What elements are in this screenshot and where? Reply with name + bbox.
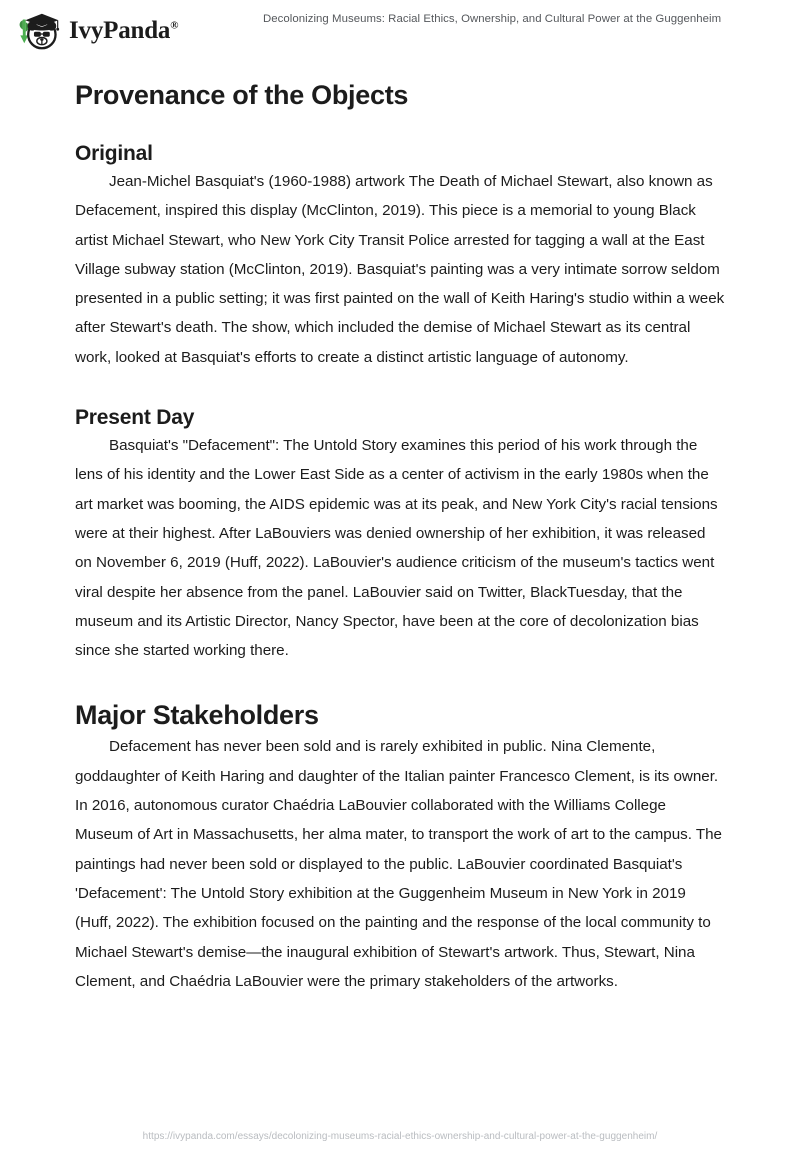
document-running-title: Decolonizing Museums: Racial Ethics, Ownership, and Cultural Power at the Guggenheim <box>263 13 722 25</box>
registered-mark: ® <box>170 19 179 32</box>
section-present-day <box>75 404 726 665</box>
brand-name <box>69 17 178 45</box>
section-heading-present-day: Present Day <box>75 406 195 430</box>
page-title: Provenance of the Objects <box>75 80 409 110</box>
section-paragraph-original: Jean-Michel Basquiat's (1960-1988) artwork The Death of Michael Stewart, also known as Defacement, inspired this display (McClinton, 2019). This piece is a memorial to young Black artist Michael Stewart, who New York City Transit Police arrested for tagging a wall at the East Village subway station (McClinton, 2019). Basquiat's painting was a very intimate sorrow seldom presented in a public setting; it was first painted on the wall of Keith Haring's studio within a week after Stewart's death. The show, which included the demise of Michael Stewart as its central work, looked at Basquiat's efforts to create a distinct artistic language of autonomy. <box>75 173 725 366</box>
section-original <box>75 140 726 372</box>
panda-graduate-logo-icon <box>16 8 62 54</box>
section-paragraph-present-day: Basquiat's "Defacement": The Untold Story examines this period of his work through the lens of his identity and the Lower East Side as a center of activism in the early 1980s when the art market was booming, the AIDS epidemic was at its peak, and New York City's racial tensions were at their highest. After LaBouviers was denied ownership of her exhibition, it was released on November 6, 2019 (Huff, 2022). LaBouvier's audience criticism of the museum's tactics went viral despite her absence from the panel. LaBouvier said on Twitter, BlackTuesday, that the museum and its Artistic Director, Nancy Spector, have been at the core of decolonization bias since she started working there. <box>75 437 718 660</box>
source-url[interactable]: https://ivypanda.com/essays/decolonizing-museums-racial-ethics-ownership-and-cultural-power-at-the-guggenheim/ <box>142 1131 658 1142</box>
page-header <box>0 0 800 62</box>
brand-name-text: IvyPanda <box>69 17 171 44</box>
brand-logo[interactable] <box>16 8 178 54</box>
section-heading-original: Original <box>75 142 153 165</box>
section-heading-major-stakeholders: Major Stakeholders <box>75 700 319 731</box>
page-footer <box>0 1126 800 1144</box>
document-body <box>75 70 726 996</box>
section-paragraph-major-stakeholders: Defacement has never been sold and is rarely exhibited in public. Nina Clemente, goddaughter of Keith Haring and daughter of the Italian painter Francesco Clement, is its owner. In 2016, autonomous curator Chaédria LaBouvier collaborated with the Williams College Museum of Art in Massachusetts, her alma mater, to transport the work of art to the campus. The paintings had never been sold or displayed to the public. LaBouvier coordinated Basquiat's 'Defacement': The Untold Story exhibition at the Guggenheim Museum in New York in 2019 (Huff, 2022). The exhibition focused on the painting and the response of the local community to Michael Stewart's demise—the inaugural exhibition of Stewart's artwork. Thus, Stewart, Nina Clement, and Chaédria LaBouvier were the primary stakeholders of the artworks. <box>75 738 722 990</box>
section-major-stakeholders <box>75 698 726 996</box>
